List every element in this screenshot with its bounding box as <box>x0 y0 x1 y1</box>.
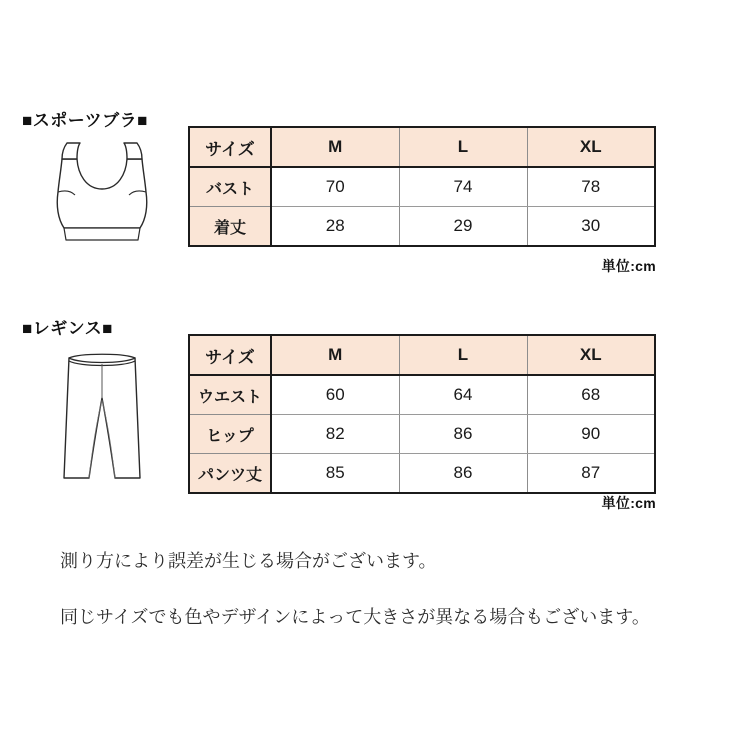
table-row <box>189 167 655 207</box>
column-header-xl: XL <box>527 335 655 375</box>
note-color-design-variance: 同じサイズでも色やデザインによって大きさが異なる場合もございます。 <box>60 607 650 627</box>
table-header-row <box>189 335 655 375</box>
cell-pants-length-l: 86 <box>399 454 527 494</box>
cell-waist-xl: 68 <box>527 375 655 415</box>
table-row <box>189 415 655 454</box>
note-measurement-variance: 測り方により誤差が生じる場合がございます。 <box>60 551 437 571</box>
table-header-row <box>189 127 655 167</box>
disclaimer-notes <box>60 548 720 630</box>
cell-hip-xl: 90 <box>527 415 655 454</box>
sports-bra-heading: ■スポーツブラ■ <box>22 111 148 130</box>
table-row <box>189 207 655 247</box>
column-header-l: L <box>399 127 527 167</box>
cell-length-m: 28 <box>271 207 399 247</box>
table-row <box>189 454 655 494</box>
column-header-m: M <box>271 335 399 375</box>
sports-bra-unit-note: 単位:cm <box>601 258 656 274</box>
cell-pants-length-m: 85 <box>271 454 399 494</box>
row-label-length: 着丈 <box>189 207 271 247</box>
cell-waist-l: 64 <box>399 375 527 415</box>
cell-length-xl: 30 <box>527 207 655 247</box>
row-label-bust: バスト <box>189 167 271 207</box>
row-label-waist: ウエスト <box>189 375 271 415</box>
leggings-size-table-wrapper <box>188 334 656 494</box>
leggings-heading: ■レギンス■ <box>22 319 113 338</box>
column-header-m: M <box>271 127 399 167</box>
cell-hip-m: 82 <box>271 415 399 454</box>
sports-bra-size-table-wrapper <box>188 126 656 247</box>
sports-bra-illustration <box>22 140 182 248</box>
cell-bust-xl: 78 <box>527 167 655 207</box>
cell-pants-length-xl: 87 <box>527 454 655 494</box>
column-header-size: サイズ <box>189 127 271 167</box>
leggings-unit-note: 単位:cm <box>601 495 656 511</box>
cell-bust-m: 70 <box>271 167 399 207</box>
row-label-pants-length: パンツ丈 <box>189 454 271 494</box>
cell-bust-l: 74 <box>399 167 527 207</box>
leggings-illustration-column <box>22 318 182 488</box>
cell-hip-l: 86 <box>399 415 527 454</box>
cell-length-l: 29 <box>399 207 527 247</box>
row-label-hip: ヒップ <box>189 415 271 454</box>
column-header-l: L <box>399 335 527 375</box>
leggings-illustration <box>22 348 182 488</box>
leggings-size-table <box>188 334 656 494</box>
sports-bra-illustration-column <box>22 110 182 248</box>
cell-waist-m: 60 <box>271 375 399 415</box>
table-row <box>189 375 655 415</box>
column-header-xl: XL <box>527 127 655 167</box>
sports-bra-size-table <box>188 126 656 247</box>
column-header-size: サイズ <box>189 335 271 375</box>
